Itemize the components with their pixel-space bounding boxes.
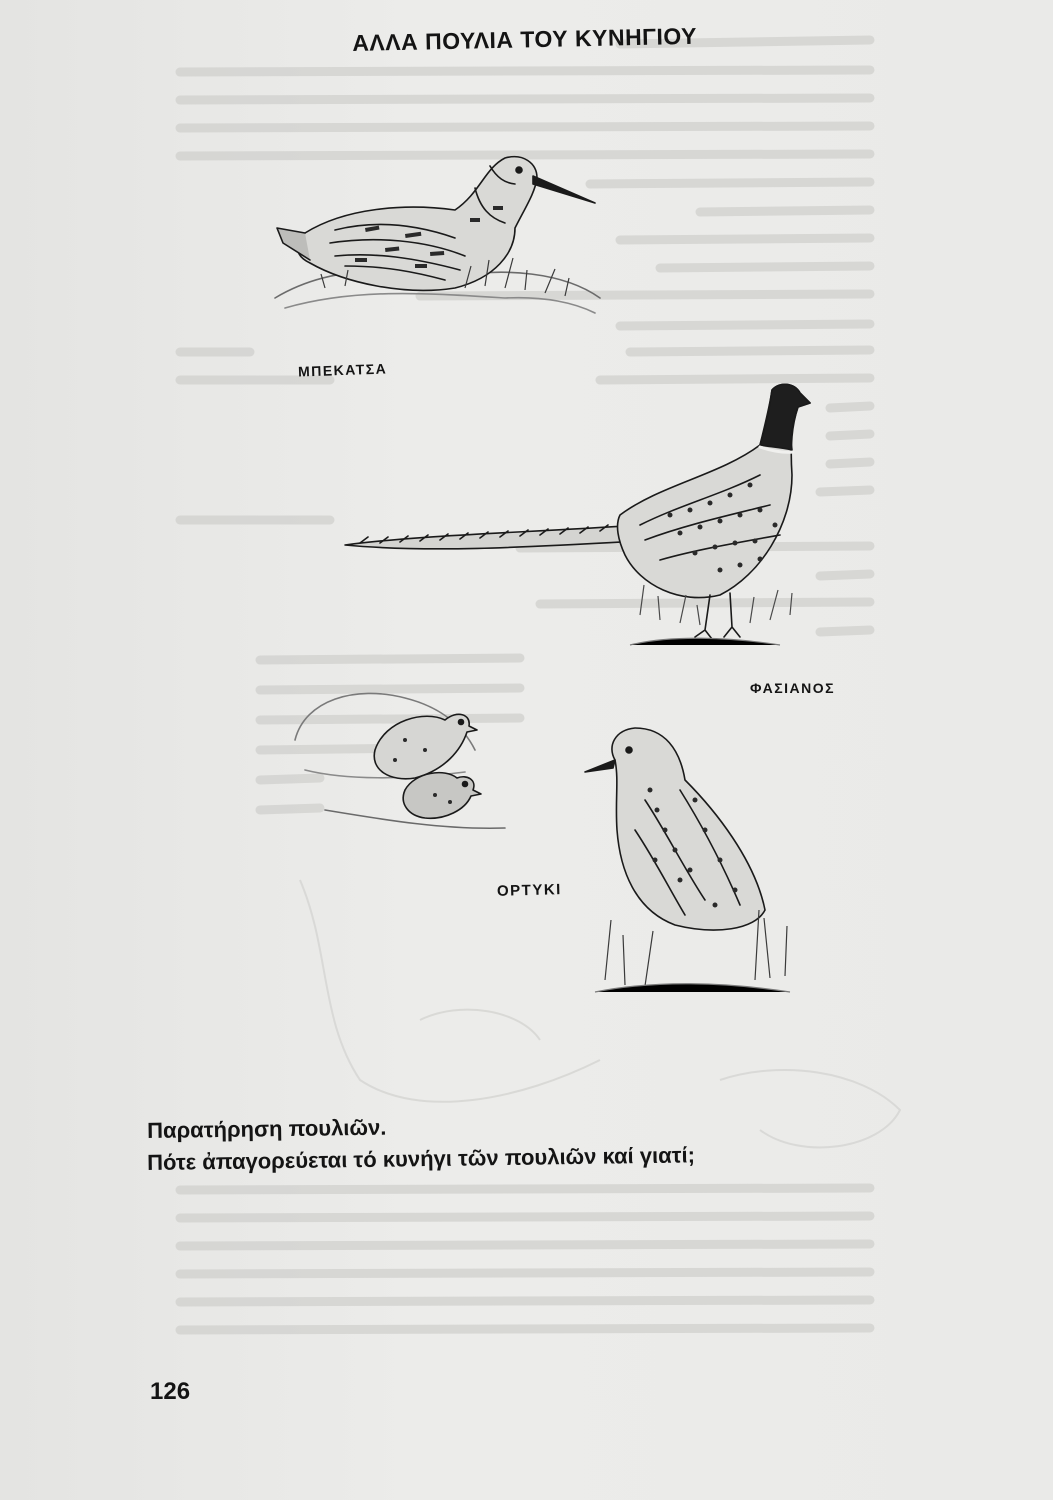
woodcock-illustration (265, 148, 605, 328)
pheasant-label: ΦΑΣΙΑΝΟΣ (750, 680, 836, 696)
caption-hunting-question: Πότε ἀπαγορεύεται τό κυνήγι τῶν πουλιῶν καί γιατί; (147, 1142, 696, 1175)
caption-bird-observation: Παρατήρηση πουλιῶν. (147, 1114, 387, 1143)
pheasant-illustration (340, 375, 820, 675)
quail-illustration (285, 680, 805, 1000)
quail-label: ΟΡΤΥΚΙ (496, 881, 563, 900)
woodcock-label: ΜΠΕΚΑΤΣΑ (297, 360, 388, 380)
page-number: 126 (150, 1378, 191, 1405)
page-title: ΑΛΛΑ ΠΟΥΛΙΑ ΤΟΥ ΚΥΝΗΓΙΟΥ (352, 22, 698, 56)
